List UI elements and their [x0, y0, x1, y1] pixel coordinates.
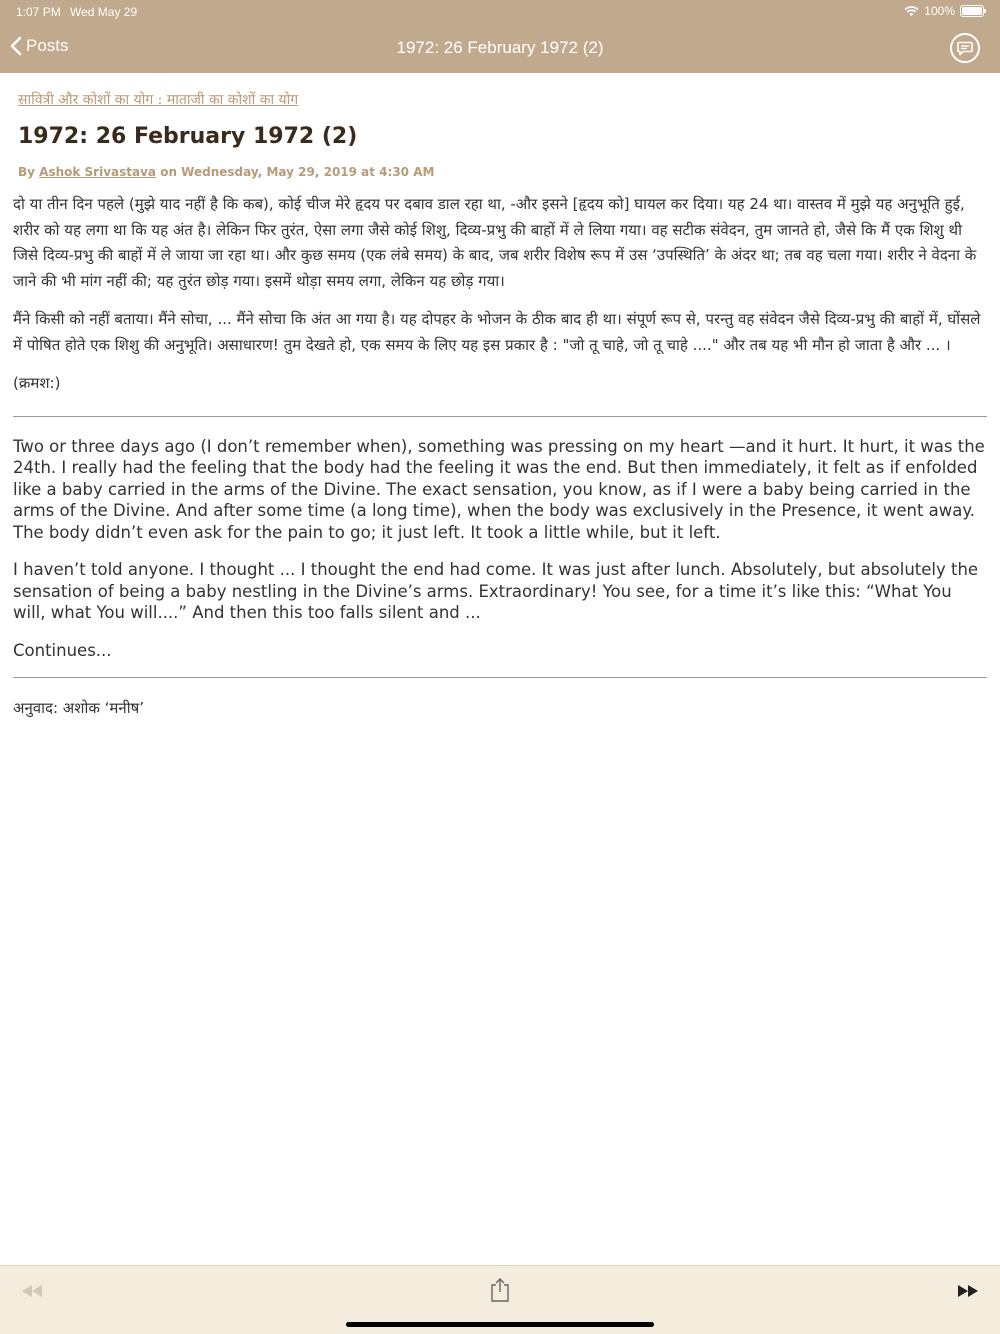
hindi-paragraph-1: दो या तीन दिन पहले (मुझे याद नहीं है कि कब), कोई चीज मेरे हृदय पर दबाव डाल रहा था, -और इसने [हृदय को] घायल कर दिया। यह 24 था। वास्तव में मुझे यह अनुभूति हुई, शरीर को यह लगा था कि यह अंत है। लेकिन फिर तुरंत, ऐसा लगा जैसे कोई शिशु, दिव्य-प्रभु की बाहों में ले लिया गया। वह सटीक संवेदन, तुम जानते हो, जैसे कि मैं एक शिशु थी जिसे दिव्य-प्रभु की बाहों में ले जाया जा रहा था। और कुछ समय (एक लंबे समय) के बाद, जब शरीर विशेष रूप में उस ‘उपस्थिति’ के अंदर था; तब वह चला गया। शरीर ने वेदना के जाने की भी मांग नहीं की; यह तुरंत छोड़ गया। इसमें थोड़ा समय लगा, लेकिन यह छोड़ गया। — [13, 195, 977, 290]
byline-date: on Wednesday, May 29, 2019 at 4:30 AM — [160, 165, 435, 179]
english-paragraph-2: I haven’t told anyone. I thought ... I thought the end had come. It was just after lunch. Absolutely, but absolutely the sensation of being a baby nestling in the Divine’s arms. Extraordinary! You see, for a time it’s like this: “What You will, what You will....” And then this too falls silent and ... — [13, 560, 979, 622]
translator-credit: अनुवाद: अशोक ‘मनीष’ — [13, 699, 145, 717]
hindi-continues: (क्रमश:) — [13, 374, 61, 392]
comment-icon — [957, 41, 973, 56]
next-post-button[interactable] — [956, 1283, 980, 1303]
navigation-bar — [0, 24, 1000, 73]
wifi-icon — [904, 5, 919, 17]
comments-button[interactable] — [950, 33, 980, 63]
battery-icon — [960, 5, 984, 17]
category-link[interactable]: सावित्री और कोशों का योग : माताजी का कोशों का योग — [18, 92, 299, 108]
post-byline — [18, 165, 987, 179]
nav-title: 1972: 26 February 1972 (2) — [396, 38, 604, 57]
post-content — [0, 73, 1000, 718]
status-date: Wed May 29 — [70, 5, 138, 19]
byline-by: By — [18, 165, 35, 179]
fast-forward-icon — [956, 1283, 980, 1299]
divider — [13, 416, 987, 417]
post-title: 1972: 26 February 1972 (2) — [18, 124, 358, 149]
previous-post-button[interactable] — [20, 1283, 44, 1303]
back-button-label: Posts — [26, 36, 69, 55]
rewind-icon — [20, 1283, 44, 1299]
hindi-paragraph-2: मैंने किसी को नहीं बताया। मैंने सोचा, ... मैंने सोचा कि अंत आ गया है। यह दोपहर के भोजन के ठीक बाद ही था। संपूर्ण रूप से, परन्तु वह संवेदन जैसे दिव्य-प्रभु की बाहों में, घोंसले में पोषित होते एक शिशु की अनुभूति। असाधारण! तुम देखते हो, एक समय के लिए यह इस प्रकार है : "जो तू चाहे, जो तू चाहे ...." और तब यह भी मौन हो जाता है और ... । — [13, 310, 981, 354]
status-time: 1:07 PM — [16, 5, 61, 19]
home-indicator — [346, 1322, 654, 1327]
status-right — [904, 4, 984, 18]
share-icon — [489, 1277, 511, 1303]
author-link[interactable]: Ashok Srivastava — [39, 165, 157, 179]
battery-percent: 100% — [924, 4, 955, 18]
english-paragraph-1: Two or three days ago (I don’t remember when), something was pressing on my heart —and it hurt. It hurt, it was the 24th. I really had the feeling that the body had the feeling it was the end. But then immediately, it felt as if enfolded like a baby carried in the arms of the Divine. The exact sensation, you know, as if I were a baby being carried in the arms of the Divine. And after some time (a long time), when the body was exclusively in the Presence, it went away. The body didn’t even ask for the pain to go; it just left. It took a little while, but it left. — [13, 436, 985, 542]
share-button[interactable] — [489, 1277, 511, 1307]
status-bar — [0, 0, 1000, 24]
divider — [13, 677, 987, 678]
english-continues: Continues... — [13, 640, 112, 660]
